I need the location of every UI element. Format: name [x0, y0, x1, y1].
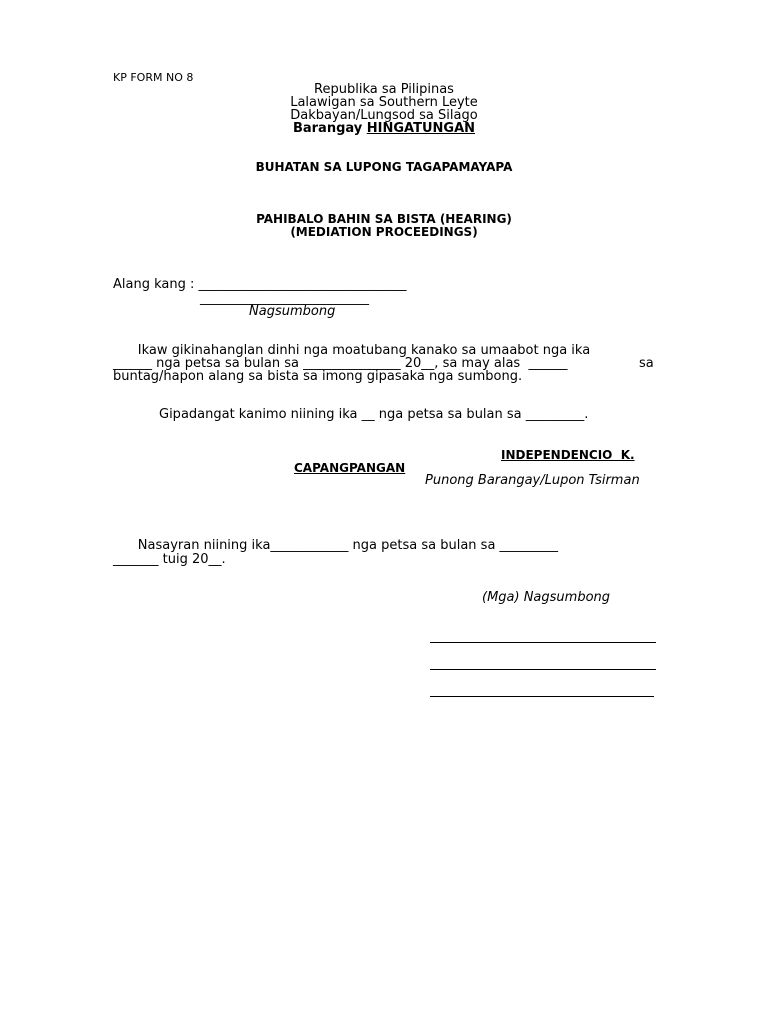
form-number: KP FORM NO 8: [113, 71, 194, 84]
receipt-line-1: Nasayran niining ika____________ nga petsa sa bulan sa _________: [113, 538, 559, 553]
signature-line-2: [430, 669, 656, 670]
body-line-2-sa: sa: [639, 356, 654, 371]
barangay-label: Barangay: [292, 121, 363, 136]
header-city: Dakbayan/Lungsod sa Silago: [290, 108, 478, 123]
notice-title: PAHIBALO BAHIN SA BISTA (HEARING): [256, 212, 512, 226]
header-republic: Republika sa Pilipinas: [314, 82, 454, 97]
addressee-caption: Nagsumbong: [249, 304, 336, 319]
body-line-3: buntag/hapon alang sa bista sa imong gipasaka nga sumbong.: [113, 369, 523, 384]
receipt-line-2: _______ tuig 20__.: [113, 552, 226, 567]
addressee-blank: __________________________: [200, 291, 369, 306]
signatory-name-part1: INDEPENDENCIO K.: [501, 448, 635, 462]
notice-subtitle: (MEDIATION PROCEEDINGS): [290, 225, 478, 239]
barangay-name: HINGATUNGAN: [366, 121, 476, 136]
signature-line-3: [430, 696, 654, 697]
body-line-2: ______ nga petsa sa bulan sa _______________ 20__, sa may alas ______: [113, 356, 568, 371]
served-line: Gipadangat kanimo niining ika __ nga petsa sa bulan sa _________.: [159, 407, 589, 422]
office-title: BUHATAN SA LUPONG TAGAPAMAYAPA: [255, 160, 513, 174]
header-barangay: [0, 122, 768, 136]
signatory-title: Punong Barangay/Lupon Tsirman: [425, 473, 640, 488]
header-province: Lalawigan sa Southern Leyte: [290, 95, 478, 110]
signature-line-1: [430, 642, 656, 643]
complainants-label: (Mga) Nagsumbong: [482, 590, 611, 605]
addressee-line: Alang kang : ________________________________: [113, 277, 407, 292]
body-line-1: Ikaw gikinahanglan dinhi nga moatubang kanako sa umaabot nga ika: [113, 343, 591, 358]
signatory-name-part2: CAPANGPANGAN: [294, 461, 406, 475]
